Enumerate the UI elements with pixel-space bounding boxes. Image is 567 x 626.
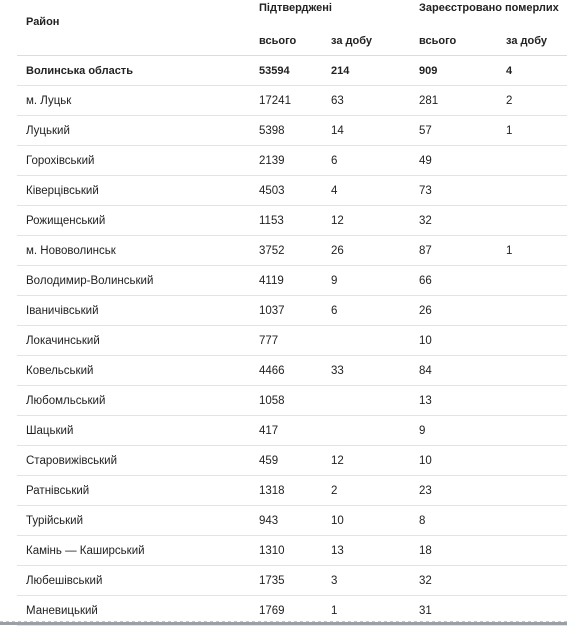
- confirmed-per-day: 12: [322, 206, 410, 236]
- deaths-per-day: [497, 506, 567, 536]
- deaths-total: 49: [410, 146, 497, 176]
- confirmed-per-day: 12: [322, 446, 410, 476]
- deaths-per-day: 2: [497, 86, 567, 116]
- confirmed-per-day: [322, 416, 410, 446]
- confirmed-per-day: 1: [322, 596, 410, 626]
- district-name: Камінь — Каширський: [17, 536, 250, 566]
- header-deaths: Зареєстровано померлих: [419, 2, 559, 14]
- table-row: [17, 506, 567, 536]
- table-row: [17, 386, 567, 416]
- confirmed-per-day: 214: [322, 56, 410, 86]
- district-name: Ківерцівський: [17, 176, 250, 206]
- district-name: Локачинський: [17, 326, 250, 356]
- confirmed-per-day: [322, 326, 410, 356]
- district-name: Шацький: [17, 416, 250, 446]
- district-name: м. Нововолинськ: [17, 236, 250, 266]
- deaths-total: 66: [410, 266, 497, 296]
- confirmed-total: 5398: [250, 116, 322, 146]
- deaths-per-day: [497, 476, 567, 506]
- confirmed-per-day: 13: [322, 536, 410, 566]
- deaths-per-day: [497, 446, 567, 476]
- confirmed-per-day: 3: [322, 566, 410, 596]
- district-name: Іваничівський: [17, 296, 250, 326]
- deaths-per-day: [497, 356, 567, 386]
- confirmed-total: 17241: [250, 86, 322, 116]
- confirmed-total: 2139: [250, 146, 322, 176]
- confirmed-total: 53594: [250, 56, 322, 86]
- deaths-total: 18: [410, 536, 497, 566]
- header-confirmed: Підтверджені: [259, 2, 332, 14]
- confirmed-per-day: 9: [322, 266, 410, 296]
- table-row: [17, 446, 567, 476]
- deaths-per-day: [497, 326, 567, 356]
- deaths-total: 84: [410, 356, 497, 386]
- deaths-per-day: [497, 386, 567, 416]
- confirmed-total: 4466: [250, 356, 322, 386]
- header-district: Район: [17, 0, 250, 56]
- district-name: Маневицький: [17, 596, 250, 626]
- header-deaths-per-day: за добу: [497, 24, 567, 56]
- header-deaths-total: всього: [410, 24, 497, 56]
- confirmed-per-day: 2: [322, 476, 410, 506]
- deaths-total: 32: [410, 206, 497, 236]
- deaths-per-day: [497, 146, 567, 176]
- table-row: [17, 296, 567, 326]
- confirmed-per-day: 6: [322, 146, 410, 176]
- deaths-total: 31: [410, 596, 497, 626]
- confirmed-total: 1318: [250, 476, 322, 506]
- district-name: Володимир-Волинський: [17, 266, 250, 296]
- confirmed-total: 943: [250, 506, 322, 536]
- deaths-per-day: 1: [497, 116, 567, 146]
- table-row: [17, 86, 567, 116]
- header-confirmed-per-day: за добу: [322, 24, 410, 56]
- deaths-total: 10: [410, 446, 497, 476]
- table-row: [17, 266, 567, 296]
- deaths-per-day: [497, 296, 567, 326]
- confirmed-total: 1153: [250, 206, 322, 236]
- confirmed-per-day: 33: [322, 356, 410, 386]
- confirmed-total: 1037: [250, 296, 322, 326]
- deaths-total: 32: [410, 566, 497, 596]
- deaths-total: 9: [410, 416, 497, 446]
- deaths-total: 26: [410, 296, 497, 326]
- covid-district-table: [17, 0, 567, 626]
- table-row: [17, 206, 567, 236]
- table-row: [17, 476, 567, 506]
- confirmed-per-day: [322, 386, 410, 416]
- confirmed-per-day: 63: [322, 86, 410, 116]
- table-header: [17, 0, 567, 56]
- district-name: м. Луцьк: [17, 86, 250, 116]
- deaths-total: 8: [410, 506, 497, 536]
- district-name: Ратнівський: [17, 476, 250, 506]
- confirmed-total: 3752: [250, 236, 322, 266]
- deaths-total: 23: [410, 476, 497, 506]
- deaths-per-day: [497, 416, 567, 446]
- table-row: [17, 116, 567, 146]
- table-row: [17, 146, 567, 176]
- district-name: Рожищенський: [17, 206, 250, 236]
- district-name: Волинська область: [17, 56, 250, 86]
- deaths-per-day: [497, 266, 567, 296]
- confirmed-total: 1310: [250, 536, 322, 566]
- district-name: Турійський: [17, 506, 250, 536]
- confirmed-total: 4119: [250, 266, 322, 296]
- confirmed-total: 417: [250, 416, 322, 446]
- confirmed-total: 1058: [250, 386, 322, 416]
- confirmed-total: 4503: [250, 176, 322, 206]
- confirmed-total: 1735: [250, 566, 322, 596]
- header-confirmed-total: всього: [250, 24, 322, 56]
- table-row: [17, 326, 567, 356]
- deaths-per-day: [497, 176, 567, 206]
- district-name: Старовижівський: [17, 446, 250, 476]
- deaths-total: 57: [410, 116, 497, 146]
- table-row: [17, 236, 567, 266]
- district-name: Ковельський: [17, 356, 250, 386]
- deaths-per-day: [497, 566, 567, 596]
- deaths-per-day: 4: [497, 56, 567, 86]
- deaths-total: 73: [410, 176, 497, 206]
- confirmed-per-day: 26: [322, 236, 410, 266]
- confirmed-per-day: 4: [322, 176, 410, 206]
- confirmed-total: 459: [250, 446, 322, 476]
- table-row: [17, 176, 567, 206]
- deaths-total: 13: [410, 386, 497, 416]
- district-name: Горохівський: [17, 146, 250, 176]
- table-row-total: [17, 56, 567, 86]
- table-row: [17, 356, 567, 386]
- confirmed-total: 777: [250, 326, 322, 356]
- confirmed-per-day: 10: [322, 506, 410, 536]
- confirmed-per-day: 14: [322, 116, 410, 146]
- deaths-per-day: 1: [497, 236, 567, 266]
- deaths-per-day: [497, 536, 567, 566]
- district-name: Любомльський: [17, 386, 250, 416]
- deaths-total: 87: [410, 236, 497, 266]
- table-body: [17, 56, 567, 626]
- deaths-total: 281: [410, 86, 497, 116]
- deaths-total: 909: [410, 56, 497, 86]
- table-row: [17, 566, 567, 596]
- confirmed-total: 1769: [250, 596, 322, 626]
- deaths-per-day: [497, 206, 567, 236]
- district-name: Луцький: [17, 116, 250, 146]
- district-name: Любешівський: [17, 566, 250, 596]
- confirmed-per-day: 6: [322, 296, 410, 326]
- table-row: [17, 416, 567, 446]
- deaths-total: 10: [410, 326, 497, 356]
- table-row: [17, 536, 567, 566]
